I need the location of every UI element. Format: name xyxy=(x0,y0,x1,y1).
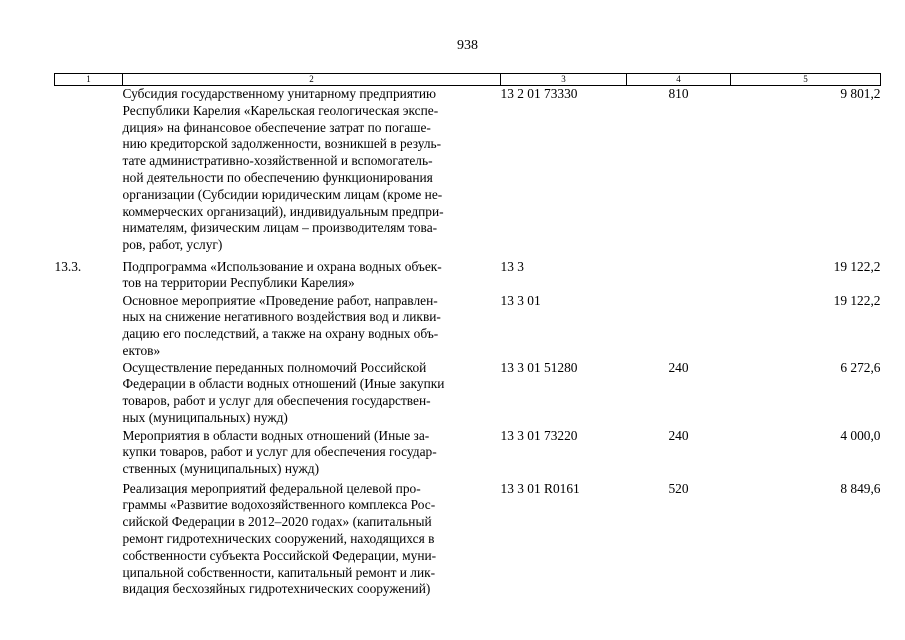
col-header-5: 5 xyxy=(731,74,881,86)
row-expense-type: 240 xyxy=(668,427,689,443)
row-amount: 4 000,0 xyxy=(840,427,881,443)
row-name: Субсидия государственному унитарному предприятию Республики Карелия «Карельская геологическая экспе- диция» на финансовое обеспечение затрат по погаше- нию кредиторской задолженности, возникшей в резуль- тате административно-хозяйственной и вспомогатель- ной деятельности по обеспечению функционирования организации (Субсидии юридическим лицам (кроме не- коммерческих организаций), индивидуальным предпри- нимателям, физическим лицам – производителям това- ров, работ, услуг) xyxy=(122,86,444,253)
table-row xyxy=(55,259,881,293)
table-body xyxy=(55,86,881,599)
row-code: 13 3 01 R0161 xyxy=(500,480,580,496)
row-code: 13 3 01 xyxy=(500,292,541,308)
row-expense-type: 520 xyxy=(668,480,689,496)
row-code: 13 2 01 73330 xyxy=(500,86,578,101)
row-amount: 8 849,6 xyxy=(840,480,881,496)
col-header-3: 3 xyxy=(501,74,627,86)
row-name: Подпрограмма «Использование и охрана водных объек- тов на территории Республики Карелия» xyxy=(122,258,442,291)
row-number xyxy=(55,293,123,360)
row-name: Реализация мероприятий федеральной целевой про- граммы «Развитие водохозяйственного комплекса Рос- сийской Федерации в 2012–2020 годах» (капитальный ремонт гидротехнических сооружений, находящихся в собственности субъекта Российской Федерации, муни- ципальной собственности, капитальный ремонт и лик- видация бесхозяйных гидротехнических сооружений) xyxy=(122,480,437,597)
row-expense-type: 810 xyxy=(668,86,689,101)
row-number xyxy=(55,360,123,428)
table-row xyxy=(55,481,881,599)
row-expense-type xyxy=(627,259,731,293)
col-header-2: 2 xyxy=(123,74,501,86)
table-header xyxy=(55,74,881,86)
row-name: Основное мероприятие «Проведение работ, направлен- ных на снижение негативного воздействия вод и ликви- дацию его последствий, а также на охрану водных объ- ектов» xyxy=(122,292,441,358)
row-expense-type xyxy=(627,293,731,360)
row-number xyxy=(55,481,123,599)
row-code: 13 3 xyxy=(500,258,524,274)
table-row xyxy=(55,428,881,481)
table-row xyxy=(55,86,881,259)
row-name: Осуществление переданных полномочий Российской Федерации в области водных отношений (Иные закупки товаров, работ и услуг для обеспечения государствен- ных (муниципальных) нужд) xyxy=(122,359,445,426)
row-number: 13.3. xyxy=(54,258,82,274)
row-code: 13 3 01 51280 xyxy=(500,359,578,375)
row-code: 13 3 01 73220 xyxy=(500,427,578,443)
row-name: Мероприятия в области водных отношений (Иные за- купки товаров, работ и услуг для обеспечения государ- ственных (муниципальных) нужд) xyxy=(122,427,437,477)
page-number: 938 xyxy=(457,38,478,53)
table-row xyxy=(55,360,881,428)
row-amount: 9 801,2 xyxy=(840,86,881,101)
table-row xyxy=(55,293,881,360)
row-number xyxy=(55,86,123,259)
row-amount: 19 122,2 xyxy=(833,292,881,308)
row-expense-type: 240 xyxy=(668,359,689,375)
row-number xyxy=(55,428,123,481)
budget-table xyxy=(54,73,881,598)
col-header-1: 1 xyxy=(55,74,123,86)
col-header-4: 4 xyxy=(627,74,731,86)
row-amount: 6 272,6 xyxy=(840,359,881,375)
row-amount: 19 122,2 xyxy=(833,258,881,274)
